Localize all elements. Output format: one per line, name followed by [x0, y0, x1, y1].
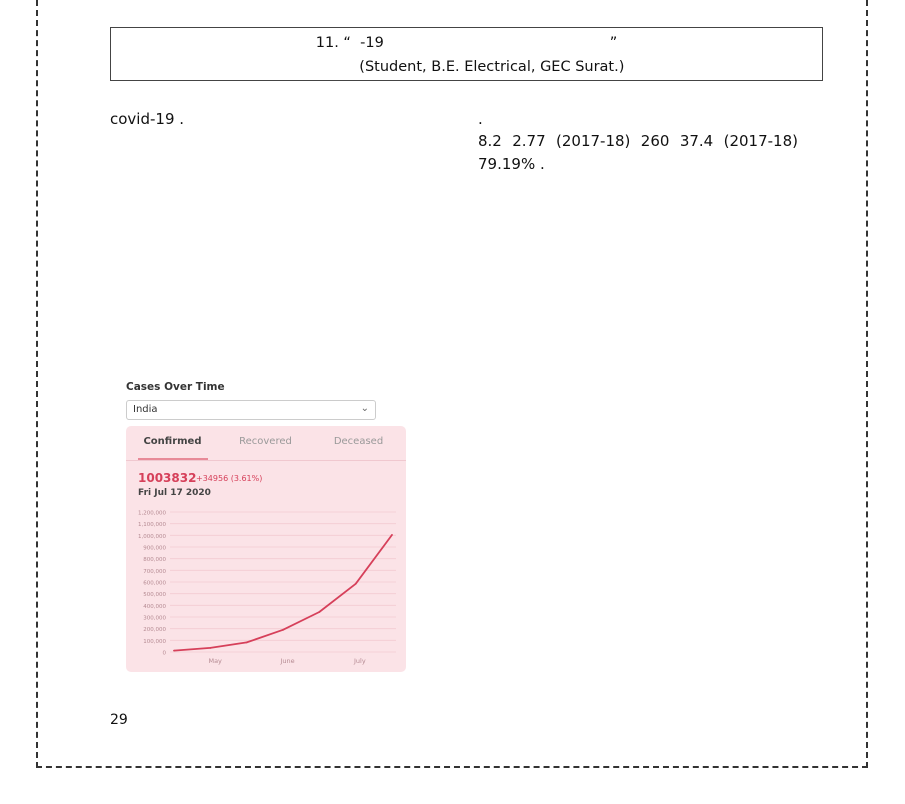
page-border-bottom: [36, 766, 868, 768]
tab-confirmed[interactable]: Confirmed: [143, 436, 202, 447]
confirmed-point: [246, 642, 248, 644]
x-tick-label: May: [208, 657, 222, 665]
tab-deceased[interactable]: Deceased: [333, 436, 384, 447]
y-tick-label: 600,000: [143, 580, 166, 587]
y-tick-label: 200,000: [143, 627, 166, 634]
y-tick-label: 0: [162, 650, 166, 657]
confirmed-point: [209, 647, 211, 649]
x-tick-label: June: [280, 657, 295, 665]
y-tick-label: 900,000: [143, 545, 166, 552]
y-tick-label: 500,000: [143, 592, 166, 599]
x-tick-label: July: [353, 657, 366, 665]
article-title-box: [110, 27, 823, 81]
y-tick-label: 800,000: [143, 557, 166, 564]
article-title: 11. “ -19 ”: [315, 35, 618, 51]
chart-panel: [126, 426, 406, 672]
page-border-left: [36, 0, 38, 768]
confirmed-point: [282, 629, 284, 631]
page-number: 29: [110, 712, 128, 728]
intro-paragraph: covid-19 .: [110, 110, 185, 128]
article-author: (Student, B.E. Electrical, GEC Surat.): [308, 59, 625, 75]
right-paragraph-1: .: [478, 110, 483, 128]
y-tick-label: 300,000: [143, 615, 166, 622]
left-column: [110, 108, 428, 130]
chevron-down-icon: ⌄: [360, 403, 369, 414]
cases-line-chart: [126, 506, 406, 672]
y-tick-label: 1,000,000: [138, 533, 166, 540]
y-tick-label: 100,000: [143, 638, 166, 645]
right-paragraph-3: 8.2 2.77 (2017-18) 260 37.4 (2017-18) 79.19% .: [478, 132, 798, 173]
cases-chart-card: [120, 378, 410, 676]
tab-recovered[interactable]: Recovered: [239, 436, 292, 447]
chart-title: Cases Over Time: [126, 381, 225, 393]
confirmed-delta: +34956 (3.61%): [196, 474, 263, 483]
stat-date: Fri Jul 17 2020: [138, 488, 211, 498]
confirmed-point: [355, 583, 357, 585]
y-tick-label: 700,000: [143, 568, 166, 575]
chart-tabs: [126, 436, 406, 458]
confirmed-point: [391, 534, 393, 536]
country-select-value: India: [133, 404, 158, 415]
y-tick-label: 1,200,000: [138, 510, 166, 517]
confirmed-point: [318, 611, 320, 613]
confirmed-count: 1003832: [138, 471, 197, 485]
y-tick-label: 400,000: [143, 603, 166, 610]
country-select[interactable]: [126, 400, 376, 420]
tab-divider: [126, 460, 406, 461]
y-tick-label: 1,100,000: [138, 522, 166, 529]
confirmed-series-line: [174, 535, 392, 651]
right-column: [478, 108, 798, 175]
page-border-right: [866, 0, 868, 768]
confirmed-point: [173, 650, 175, 652]
